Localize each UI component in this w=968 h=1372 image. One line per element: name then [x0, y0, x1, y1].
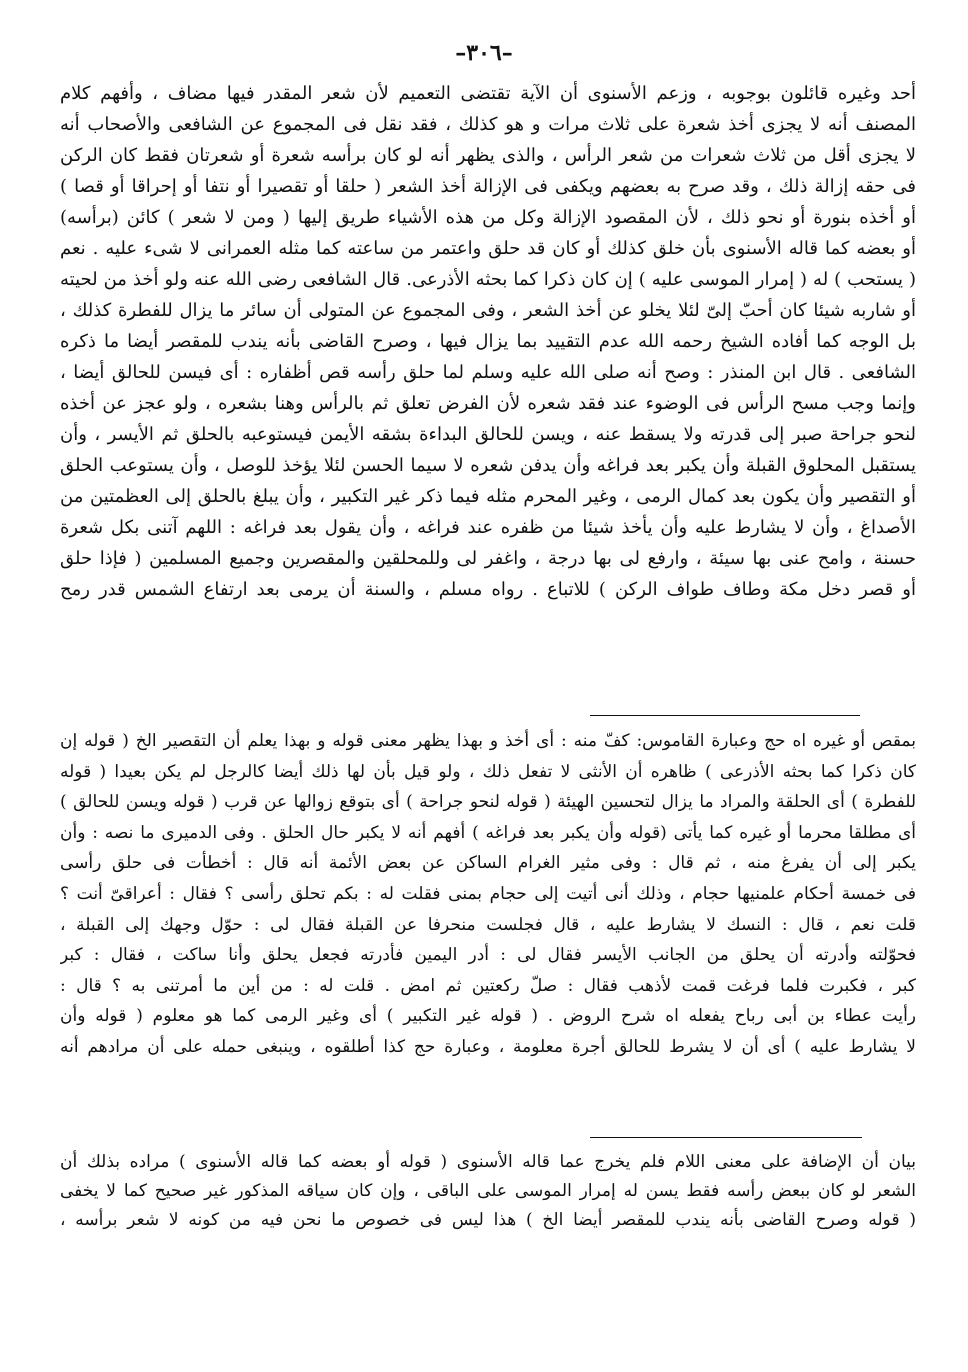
text-line: وإنما وجب مسح الرأس فى الوضوء عند فقد شعره لأن الفرض تعلق ثم بالرأس وهنا بشعره ، ولو عجز عن أخذه — [60, 393, 916, 414]
text-line: كان ذكرا كما بحثه الأذرعى ) ظاهره أن الأنثى لا تفعل ذلك ، ولو قيل بأن لها ذلك أيضا كالرجل لم يكن بعيدا ( قوله — [60, 761, 916, 782]
text-line: فحوّلته وأدرته أن يحلق من الجانب الأيسر فقال لى : أدر اليمين فأدرته فجعل يحلق وأنا ساكت ، فقال : كبر — [60, 945, 916, 966]
commentary-text — [60, 726, 916, 1063]
text-line: يكبر إلى أن يفرغ منه ، ثم قال : وفى مثير الغرام الساكن عن بعض الأئمة أنه قال : أخطأت فى حلق رأسى — [60, 853, 916, 874]
text-line: بل الوجه كما أفاده الشيخ رحمه الله عدم التقييد بما يزال فيها ، وصرح القاضى بأنه يندب للمقصر أيضا ما ذكره — [60, 331, 916, 352]
page-number: –٣٠٦– — [455, 40, 513, 66]
text-line: الشعر لو كان ببعض رأسه فقط يسن له إمرار الموسى على الباقى ، وإن كان سياقه المذكور غير صحيح كما لا يخفى — [60, 1181, 916, 1201]
footnote-text — [60, 1148, 916, 1235]
text-line: فى حقه إزالة ذلك ، وقد صرح به بعضهم ويكفى فى الإزالة أخذ الشعر ( حلقا أو تقصيرا أو نتفا أو إحراقا أو قصا ) — [60, 176, 916, 197]
text-line: قلت نعم ، قال : النسك لا يشارط عليه ، قال فجلست منحرفا عن القبلة فقال لى : حوّل وجهك إلى القبلة ، — [60, 914, 916, 935]
text-line: كبر ، فكبرت فلما فرغت قمت لأذهب فقال : صلّ ركعتين ثم امض . قلت له : من أين ما أمرتنى به ؟ قال : — [60, 975, 916, 996]
text-line: ( قوله وصرح القاضى بأنه يندب للمقصر أيضا الخ ) هذا ليس فى خصوص ما نحن فيه من كونه لا شعر برأسه ، — [60, 1210, 916, 1230]
text-line: لا يشارط عليه ) أى أن لا يشرط للحالق أجرة معلومة ، وعبارة حج كذا أطلقوه ، وينبغى حمله على أن مرادهم أنه — [60, 1036, 916, 1057]
text-line: رأيت عطاء بن أبى رباح يفعله اه شرح الروض . ( قوله غير التكبير ) أى وغير الرمى كما هو معلوم ( قوله وأن — [60, 1006, 916, 1027]
text-line: للفطرة ) أى الحلقة والمراد ما يزال لتحسين الهيئة ( قوله لنحو جراحة ) أى بتوقع زوالها عن قرب ( قوله ويسن للحالق ) — [60, 792, 916, 813]
text-line: أو قصر دخل مكة وطاف طواف الركن ) للاتباع . رواه مسلم ، والسنة أن يرمى بعد ارتفاع الشمس قدر رمح — [60, 579, 916, 600]
text-line: فى خمسة أحكام علمنيها حجام ، وذلك أنى أتيت إلى حجام بمنى فقلت له : بكم تحلق رأسى ؟ فقال : أعراقىّ أنت ؟ — [60, 883, 916, 904]
text-line: الأصداغ ، وأن لا يشارط عليه وأن يأخذ شيئا من ظفره عند فراغه ، وأن يقول بعد فراغه : اللهم آتنى بكل شعرة — [60, 517, 916, 538]
text-line: حسنة ، وامح عنى بها سيئة ، وارفع لى بها درجة ، واغفر لى وللمحلقين والمقصرين وجميع المسلمين ( فإذا حلق — [60, 548, 916, 569]
text-line: بيان أن الإضافة على معنى اللام فلم يخرج عما قاله الأسنوى ( قوله أو بعضه كما قاله الأسنوى ) مراده بذلك أن — [60, 1152, 916, 1172]
text-line: ( يستحب ) له ( إمرار الموسى عليه ) إن كان ذكرا كما بحثه الأذرعى. قال الشافعى رضى الله عنه ولو أخذ من لحيته — [60, 269, 916, 290]
text-line: أو بعضه كما قاله الأسنوى بأن خلق كذلك أو كان قد حلق واعتمر من ساعته كما مثله العمرانى لا شىء عليه . نعم — [60, 238, 916, 259]
main-text — [60, 78, 916, 605]
section-divider — [590, 715, 860, 716]
text-line: أى مطلقا محرما أو غيره كما يأتى (قوله وأن يكبر بعد فراغه ) أفهم أنه لا يكبر حال الحلق . وفى الدميرى ما نصه : وأن — [60, 822, 916, 843]
text-line: لنحو جراحة صبر إلى قدرته ولا يسقط عنه ، ويسن للحالق البداءة بشقه الأيمن فيستوعبه بالحلق ثم الأيسر ، وأن — [60, 424, 916, 445]
text-line: أحد وغيره قائلون بوجوبه ، وزعم الأسنوى أن الآية تقتضى التعميم لأن شعر المقدر فيها مضاف ، وأفهم كلام — [60, 83, 916, 104]
text-line: المصنف أنه لا يجزى أخذ شعرة على ثلاث مرات و هو كذلك ، فقد نقل فى المجموع عن الشافعى والأصحاب أنه — [60, 114, 916, 135]
text-line: بمقص أو غيره اه حج وعبارة القاموس: كفّ منه : أى أخذ و بهذا يظهر معنى قوله و بهذا يعلم أن التقصير الخ ( قوله إن — [60, 731, 916, 751]
text-line: يستقبل المحلوق القبلة وأن يكبر بعد فراغه وأن يدفن شعره لا سيما الحسن لئلا يؤخذ للوصل ، وأن يستوعب الحلق — [60, 455, 916, 476]
text-line: أو التقصير وأن يكون بعد كمال الرمى ، وغير المحرم مثله فيما ذكر غير التكبير ، وأن يبلغ بالحلق إلى العظمتين من — [60, 486, 916, 507]
text-line: أو شاربه شيئا كان أحبّ إلىّ لئلا يخلو عن أخذ الشعر ، وفى المجموع عن المتولى أن سائر ما يزال للفطرة كذلك ، — [60, 300, 916, 321]
section-divider — [590, 1137, 862, 1138]
text-line: لا يجزى أقل من ثلاث شعرات من شعر الرأس ، والذى يظهر أنه لو كان برأسه شعرة أو شعرتان فقط كان الركن — [60, 145, 916, 166]
text-line: الشافعى . قال ابن المنذر : وصح أنه صلى الله عليه وسلم لما حلق رأسه قص أظفاره : أى فيسن للحالق أيضا ، — [60, 362, 916, 383]
text-line: أو أخذه بنورة أو نحو ذلك ، لأن المقصود الإزالة وكل من هذه الأشياء طريق إليها ( ومن لا شعر ) كائن (برأسه) — [60, 207, 916, 228]
